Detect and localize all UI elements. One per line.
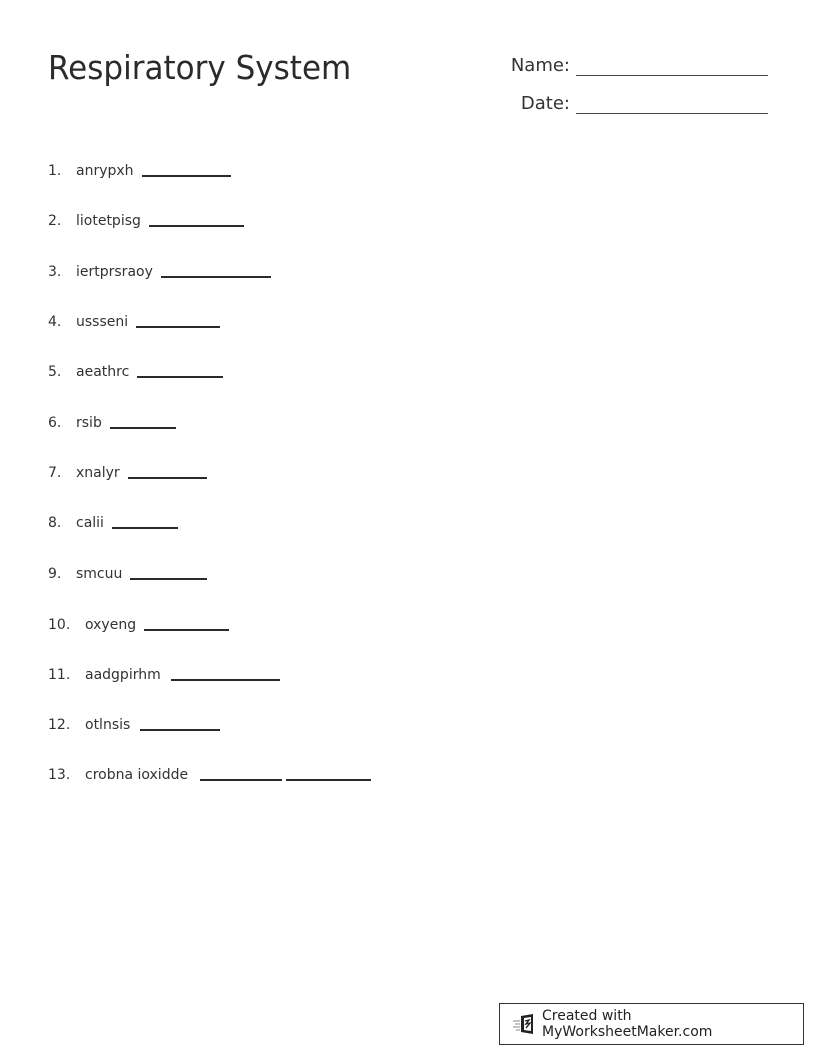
item-number: 6. — [48, 415, 62, 431]
name-label: Name: — [510, 55, 570, 76]
name-field — [508, 56, 768, 76]
scrambled-word: liotetpisg — [76, 213, 141, 229]
answer-blank[interactable] — [144, 629, 229, 631]
scrambled-word: rsib — [76, 415, 102, 431]
item-number: 5. — [48, 364, 62, 380]
list-item — [48, 515, 178, 531]
worksheet-maker-logo-icon — [512, 1013, 536, 1035]
list-item — [48, 465, 207, 481]
scrambled-word: oxyeng — [85, 617, 137, 633]
answer-blank[interactable] — [130, 578, 207, 580]
answer-blank[interactable] — [286, 779, 371, 781]
item-number: 13. — [48, 767, 71, 783]
item-number: 10. — [48, 617, 71, 633]
name-blank-line — [576, 75, 768, 76]
item-number: 12. — [48, 717, 71, 733]
item-number: 7. — [48, 465, 62, 481]
item-number: 1. — [48, 163, 62, 179]
footer-credit — [499, 1003, 804, 1045]
scrambled-word: xnalyr — [76, 465, 120, 481]
list-item — [48, 415, 176, 431]
list-item — [48, 213, 244, 229]
item-number: 2. — [48, 213, 62, 229]
answer-blank[interactable] — [149, 225, 244, 227]
answer-blank[interactable] — [128, 477, 207, 479]
answer-blank[interactable] — [112, 527, 178, 529]
scrambled-word: ussseni — [76, 314, 129, 330]
answer-blank[interactable] — [137, 376, 223, 378]
list-item — [48, 667, 280, 683]
answer-blank[interactable] — [110, 427, 176, 429]
scrambled-word: anrypxh — [76, 163, 134, 179]
scrambled-word: otlnsis — [85, 717, 131, 733]
list-item — [48, 717, 220, 733]
item-number: 4. — [48, 314, 62, 330]
list-item — [48, 566, 207, 582]
answer-blank[interactable] — [140, 729, 220, 731]
scrambled-word: calii — [76, 515, 104, 531]
scrambled-word: smcuu — [76, 566, 123, 582]
item-number: 8. — [48, 515, 62, 531]
item-number: 3. — [48, 264, 62, 280]
list-item — [48, 364, 223, 380]
scrambled-word: aadgpirhm — [85, 667, 161, 683]
list-item — [48, 767, 371, 783]
item-number: 11. — [48, 667, 71, 683]
answer-blank[interactable] — [142, 175, 231, 177]
list-item — [48, 163, 231, 179]
page-title: Respiratory System — [48, 48, 352, 87]
answer-blank[interactable] — [161, 276, 271, 278]
date-blank-line — [576, 113, 768, 114]
scrambled-word: crobna ioxidde — [85, 767, 189, 783]
answer-blank[interactable] — [171, 679, 280, 681]
answer-blank[interactable] — [200, 779, 282, 781]
list-item — [48, 617, 229, 633]
answer-blank[interactable] — [136, 326, 220, 328]
date-label: Date: — [520, 93, 570, 114]
scrambled-word: iertprsraoy — [76, 264, 153, 280]
footer-text: Created with MyWorksheetMaker.com — [542, 1008, 713, 1040]
list-item — [48, 314, 220, 330]
scrambled-word: aeathrc — [76, 364, 130, 380]
item-number: 9. — [48, 566, 62, 582]
list-item — [48, 264, 271, 280]
date-field — [508, 94, 768, 114]
